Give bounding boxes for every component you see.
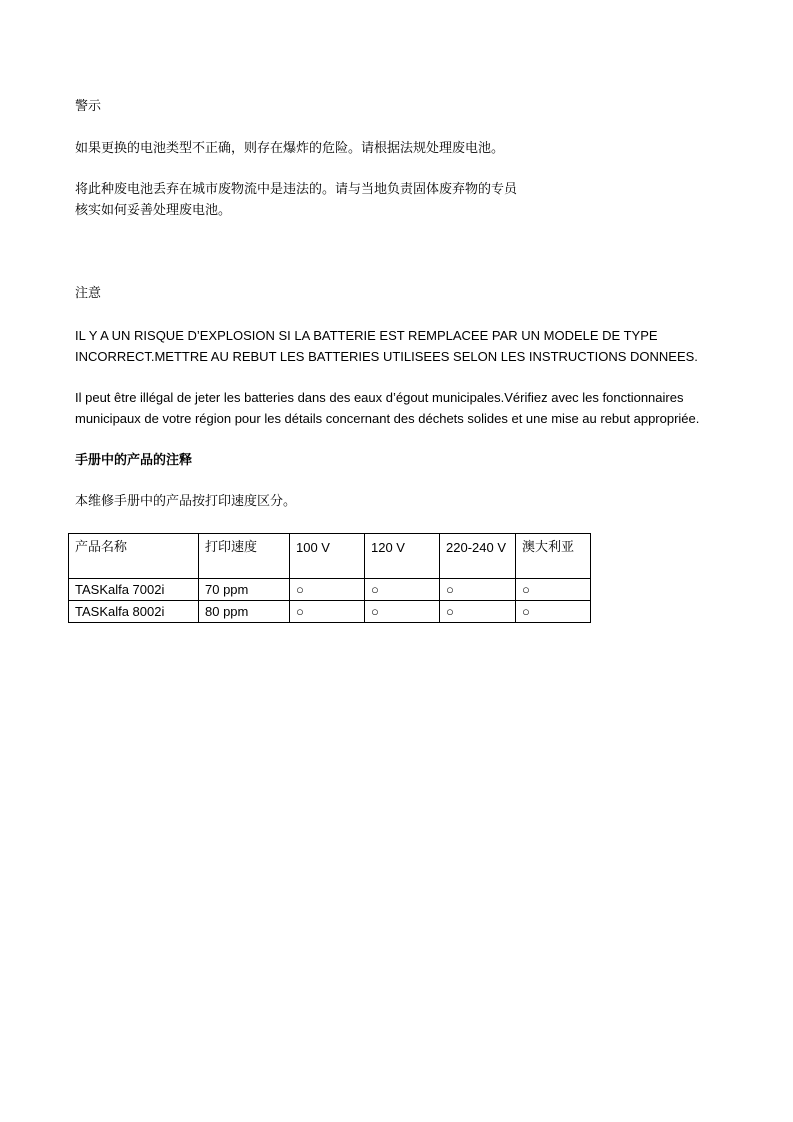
caution-french-line-1b: INCORRECT.METTRE AU REBUT LES BATTERIES UTILISEES SELON LES INSTRUCTIONS DONNEES. (75, 349, 698, 364)
warning-title: 警示 (75, 99, 102, 114)
caution-title: 注意 (75, 286, 102, 301)
cell-100v: ○ (290, 579, 365, 601)
table-row (69, 601, 591, 623)
product-table (68, 533, 591, 623)
warning-line-1: 如果更换的电池类型不正确，则存在爆炸的危险。请根据法规处理废电池。 (75, 141, 505, 156)
cell-print-speed: 70 ppm (199, 579, 290, 601)
cell-100v: ○ (290, 601, 365, 623)
cell-product-name: TASKalfa 7002i (69, 579, 199, 601)
cell-product-name: TASKalfa 8002i (69, 601, 199, 623)
table-header-row (69, 534, 591, 579)
header-100v: 100 V (290, 534, 365, 579)
cell-120v: ○ (365, 601, 440, 623)
header-australia: 澳大利亚 (516, 534, 591, 579)
table-row (69, 579, 591, 601)
warning-line-2a: 将此种废电池丢弃在城市废物流中是违法的。请与当地负责固体废弃物的专员 (75, 182, 518, 197)
cell-australia: ○ (516, 601, 591, 623)
header-220-240v: 220-240 V (440, 534, 516, 579)
warning-line-2b: 核实如何妥善处理废电池。 (75, 203, 232, 218)
caution-french-paragraph-1 (75, 325, 698, 367)
cell-120v: ○ (365, 579, 440, 601)
product-notes-heading: 手册中的产品的注释 (75, 453, 193, 468)
cell-australia: ○ (516, 579, 591, 601)
caution-french-line-2a: Il peut être illégal de jeter les batteries dans des eaux d’égout municipales.Vérifiez avec les fonctionnaires (75, 390, 684, 405)
cell-220-240v: ○ (440, 601, 516, 623)
caution-french-line-2b: municipaux de votre région pour les détails concernant des déchets solides et une mise au rebut appropriée. (75, 411, 700, 426)
warning-paragraph-2 (75, 179, 517, 221)
caution-french-line-1a: IL Y A UN RISQUE D’EXPLOSION SI LA BATTERIE EST REMPLACEE PAR UN MODELE DE TYPE (75, 328, 658, 343)
caution-french-paragraph-2 (75, 387, 699, 429)
cell-220-240v: ○ (440, 579, 516, 601)
header-print-speed: 打印速度 (199, 534, 290, 579)
cell-print-speed: 80 ppm (199, 601, 290, 623)
header-product-name: 产品名称 (69, 534, 199, 579)
product-notes-intro: 本维修手册中的产品按打印速度区分。 (75, 494, 297, 509)
header-120v: 120 V (365, 534, 440, 579)
